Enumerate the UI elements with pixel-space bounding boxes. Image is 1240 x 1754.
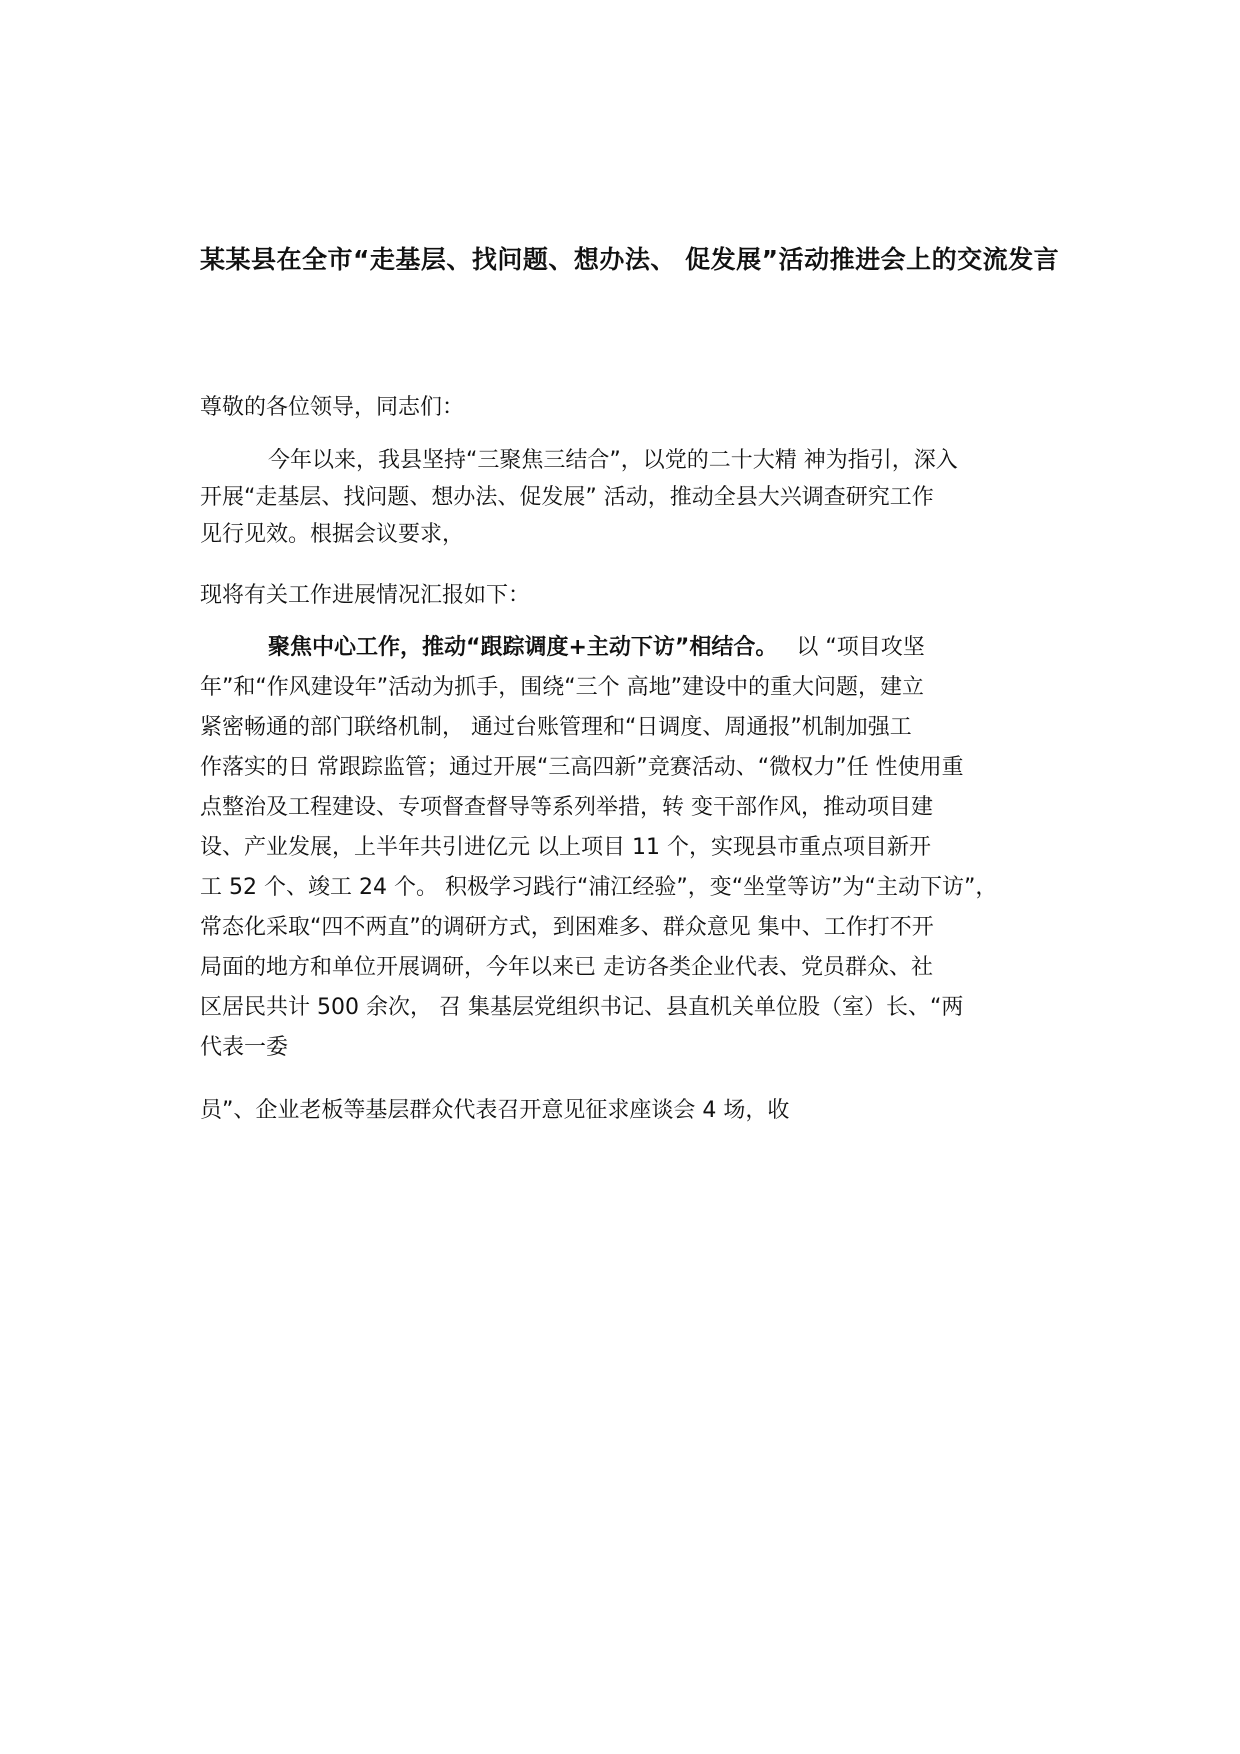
section1-first-line-rest: 以 “项目攻坚 bbox=[796, 635, 925, 660]
section1-line-2: 紧密畅通的部门联络机制， 通过台账管理和“日调度、周通报”机制加强工 bbox=[200, 715, 912, 740]
paragraph1-line-1: 今年以来，我县坚持“三聚焦三结合”，以党的二十大精 神为指引，深入 bbox=[268, 448, 958, 473]
section1-first-line bbox=[268, 632, 925, 664]
last-line: 员”、企业老板等基层群众代表召开意见征求座谈会 4 场，收 bbox=[200, 1098, 790, 1123]
section1-line-9: 区居民共计 500 余次， 召 集基层党组织书记、县直机关单位股（室）长、“两 bbox=[200, 995, 964, 1020]
section1-line-8: 局面的地方和单位开展调研，今年以来已 走访各类企业代表、党员群众、社 bbox=[200, 955, 933, 980]
paragraph1-line-3: 见行见效。根据会议要求， bbox=[200, 522, 465, 547]
paragraph1-line-2: 开展“走基层、找问题、想办法、促发展” 活动，推动全县大兴调查研究工作 bbox=[200, 485, 934, 510]
section1-line-7: 常态化采取“四不两直”的调研方式，到困难多、群众意见 集中、工作打不开 bbox=[200, 915, 934, 940]
section1-line-3: 作落实的日 常跟踪监管；通过开展“三高四新”竞赛活动、“微权力”任 性使用重 bbox=[200, 755, 964, 780]
section1-line-5: 设、产业发展，上半年共引进亿元 以上项目 11 个，实现县市重点项目新开 bbox=[200, 835, 931, 860]
section1-line-10: 代表一委 bbox=[200, 1035, 289, 1060]
section1-line-4: 点整治及工程建设、专项督查督导等系列举措，转 变干部作风，推动项目建 bbox=[200, 795, 933, 820]
section1-line-6: 工 52 个、竣工 24 个。 积极学习践行“浦江经验”，变“坐堂等访”为“主动下访”， bbox=[200, 875, 998, 900]
salutation: 尊敬的各位领导，同志们： bbox=[200, 395, 465, 420]
paragraph2: 现将有关工作进展情况汇报如下： bbox=[200, 583, 531, 608]
document-title: 某某县在全市“走基层、找问题、想办法、 促发展”活动推进会上的交流发言 bbox=[200, 245, 1060, 274]
section1-line-1: 年”和“作风建设年”活动为抓手，围绕“三个 高地”建设中的重大问题，建立 bbox=[200, 675, 924, 700]
section1-heading: 聚焦中心工作，推动“跟踪调度+主动下访”相结合。 bbox=[268, 635, 778, 660]
